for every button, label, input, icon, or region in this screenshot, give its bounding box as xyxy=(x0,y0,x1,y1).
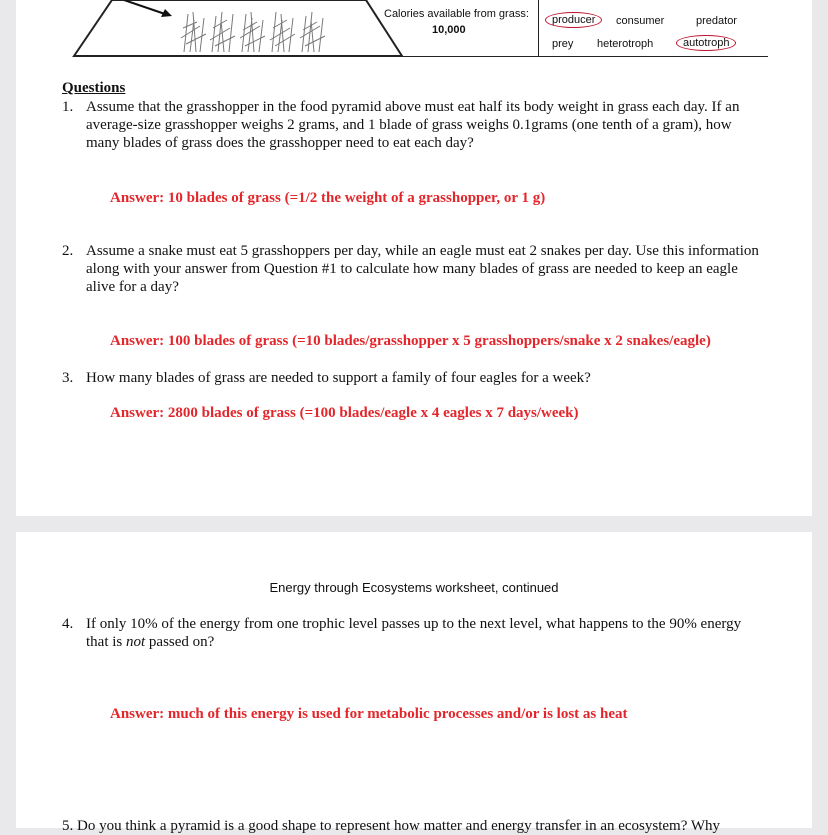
question-4-text-before: If only 10% of the energy from one trophic level passes up to the next level, what happens to the 90% energy that is xyxy=(86,616,742,650)
table-divider-vertical xyxy=(538,0,539,56)
table-divider-horizontal xyxy=(74,56,768,57)
term-heterotroph: heterotroph xyxy=(597,38,654,50)
food-pyramid-base xyxy=(72,0,412,60)
question-5-partial: 5. Do you think a pyramid is a good shape to represent how matter and energy transfer in an ecosystem? Why xyxy=(62,818,721,834)
pyramid-arrow xyxy=(124,0,168,15)
term-autotroph: autotroph xyxy=(676,35,736,51)
question-3-answer: Answer: 2800 blades of grass (=100 blades/eagle x 4 eagles x 7 days/week) xyxy=(110,405,579,421)
question-4-text-after: passed on? xyxy=(145,634,215,650)
worksheet-page-1 xyxy=(16,0,812,516)
pyramid-outline xyxy=(74,0,402,56)
worksheet-page-2 xyxy=(16,532,812,834)
calories-value: 10,000 xyxy=(432,24,466,36)
question-4-answer: Answer: much of this energy is used for metabolic processes and/or is lost as heat xyxy=(110,706,628,722)
questions-heading: Questions xyxy=(62,80,126,96)
question-4-text-emphasis: not xyxy=(126,634,146,650)
calories-label: Calories available from grass: xyxy=(384,8,529,20)
question-2-number: 2. xyxy=(62,243,74,259)
question-3-text: How many blades of grass are needed to support a family of four eagles for a week? xyxy=(86,370,591,386)
worksheet-subtitle: Energy through Ecosystems worksheet, continued xyxy=(269,580,559,595)
grass-drawing xyxy=(181,12,325,52)
question-2-text: Assume a snake must eat 5 grasshoppers per day, while an eagle must eat 2 snakes per day. Use this information along with your answer from Question #1 to calculate how many blades of grass are needed to keep an eagle alive for a day? xyxy=(86,243,759,295)
question-4-number: 4. xyxy=(62,616,74,632)
question-4-text xyxy=(86,615,746,651)
term-predator: predator xyxy=(696,15,737,27)
term-prey: prey xyxy=(552,38,574,50)
question-1-number: 1. xyxy=(62,99,74,115)
term-consumer: consumer xyxy=(616,15,665,27)
question-3-number: 3. xyxy=(62,370,74,386)
question-1-text: Assume that the grasshopper in the food pyramid above must eat half its body weight in grass each day. If an average-size grasshopper weighs 2 grams, and 1 blade of grass weighs 0.1grams (one tenth of a gram), how many blades of grass does the grasshopper need to eat each day? xyxy=(86,99,740,151)
question-2-answer: Answer: 100 blades of grass (=10 blades/grasshopper x 5 grasshoppers/snake x 2 snakes/eagle) xyxy=(110,333,711,349)
term-producer: producer xyxy=(545,12,602,28)
question-1-answer: Answer: 10 blades of grass (=1/2 the weight of a grasshopper, or 1 g) xyxy=(110,190,546,206)
